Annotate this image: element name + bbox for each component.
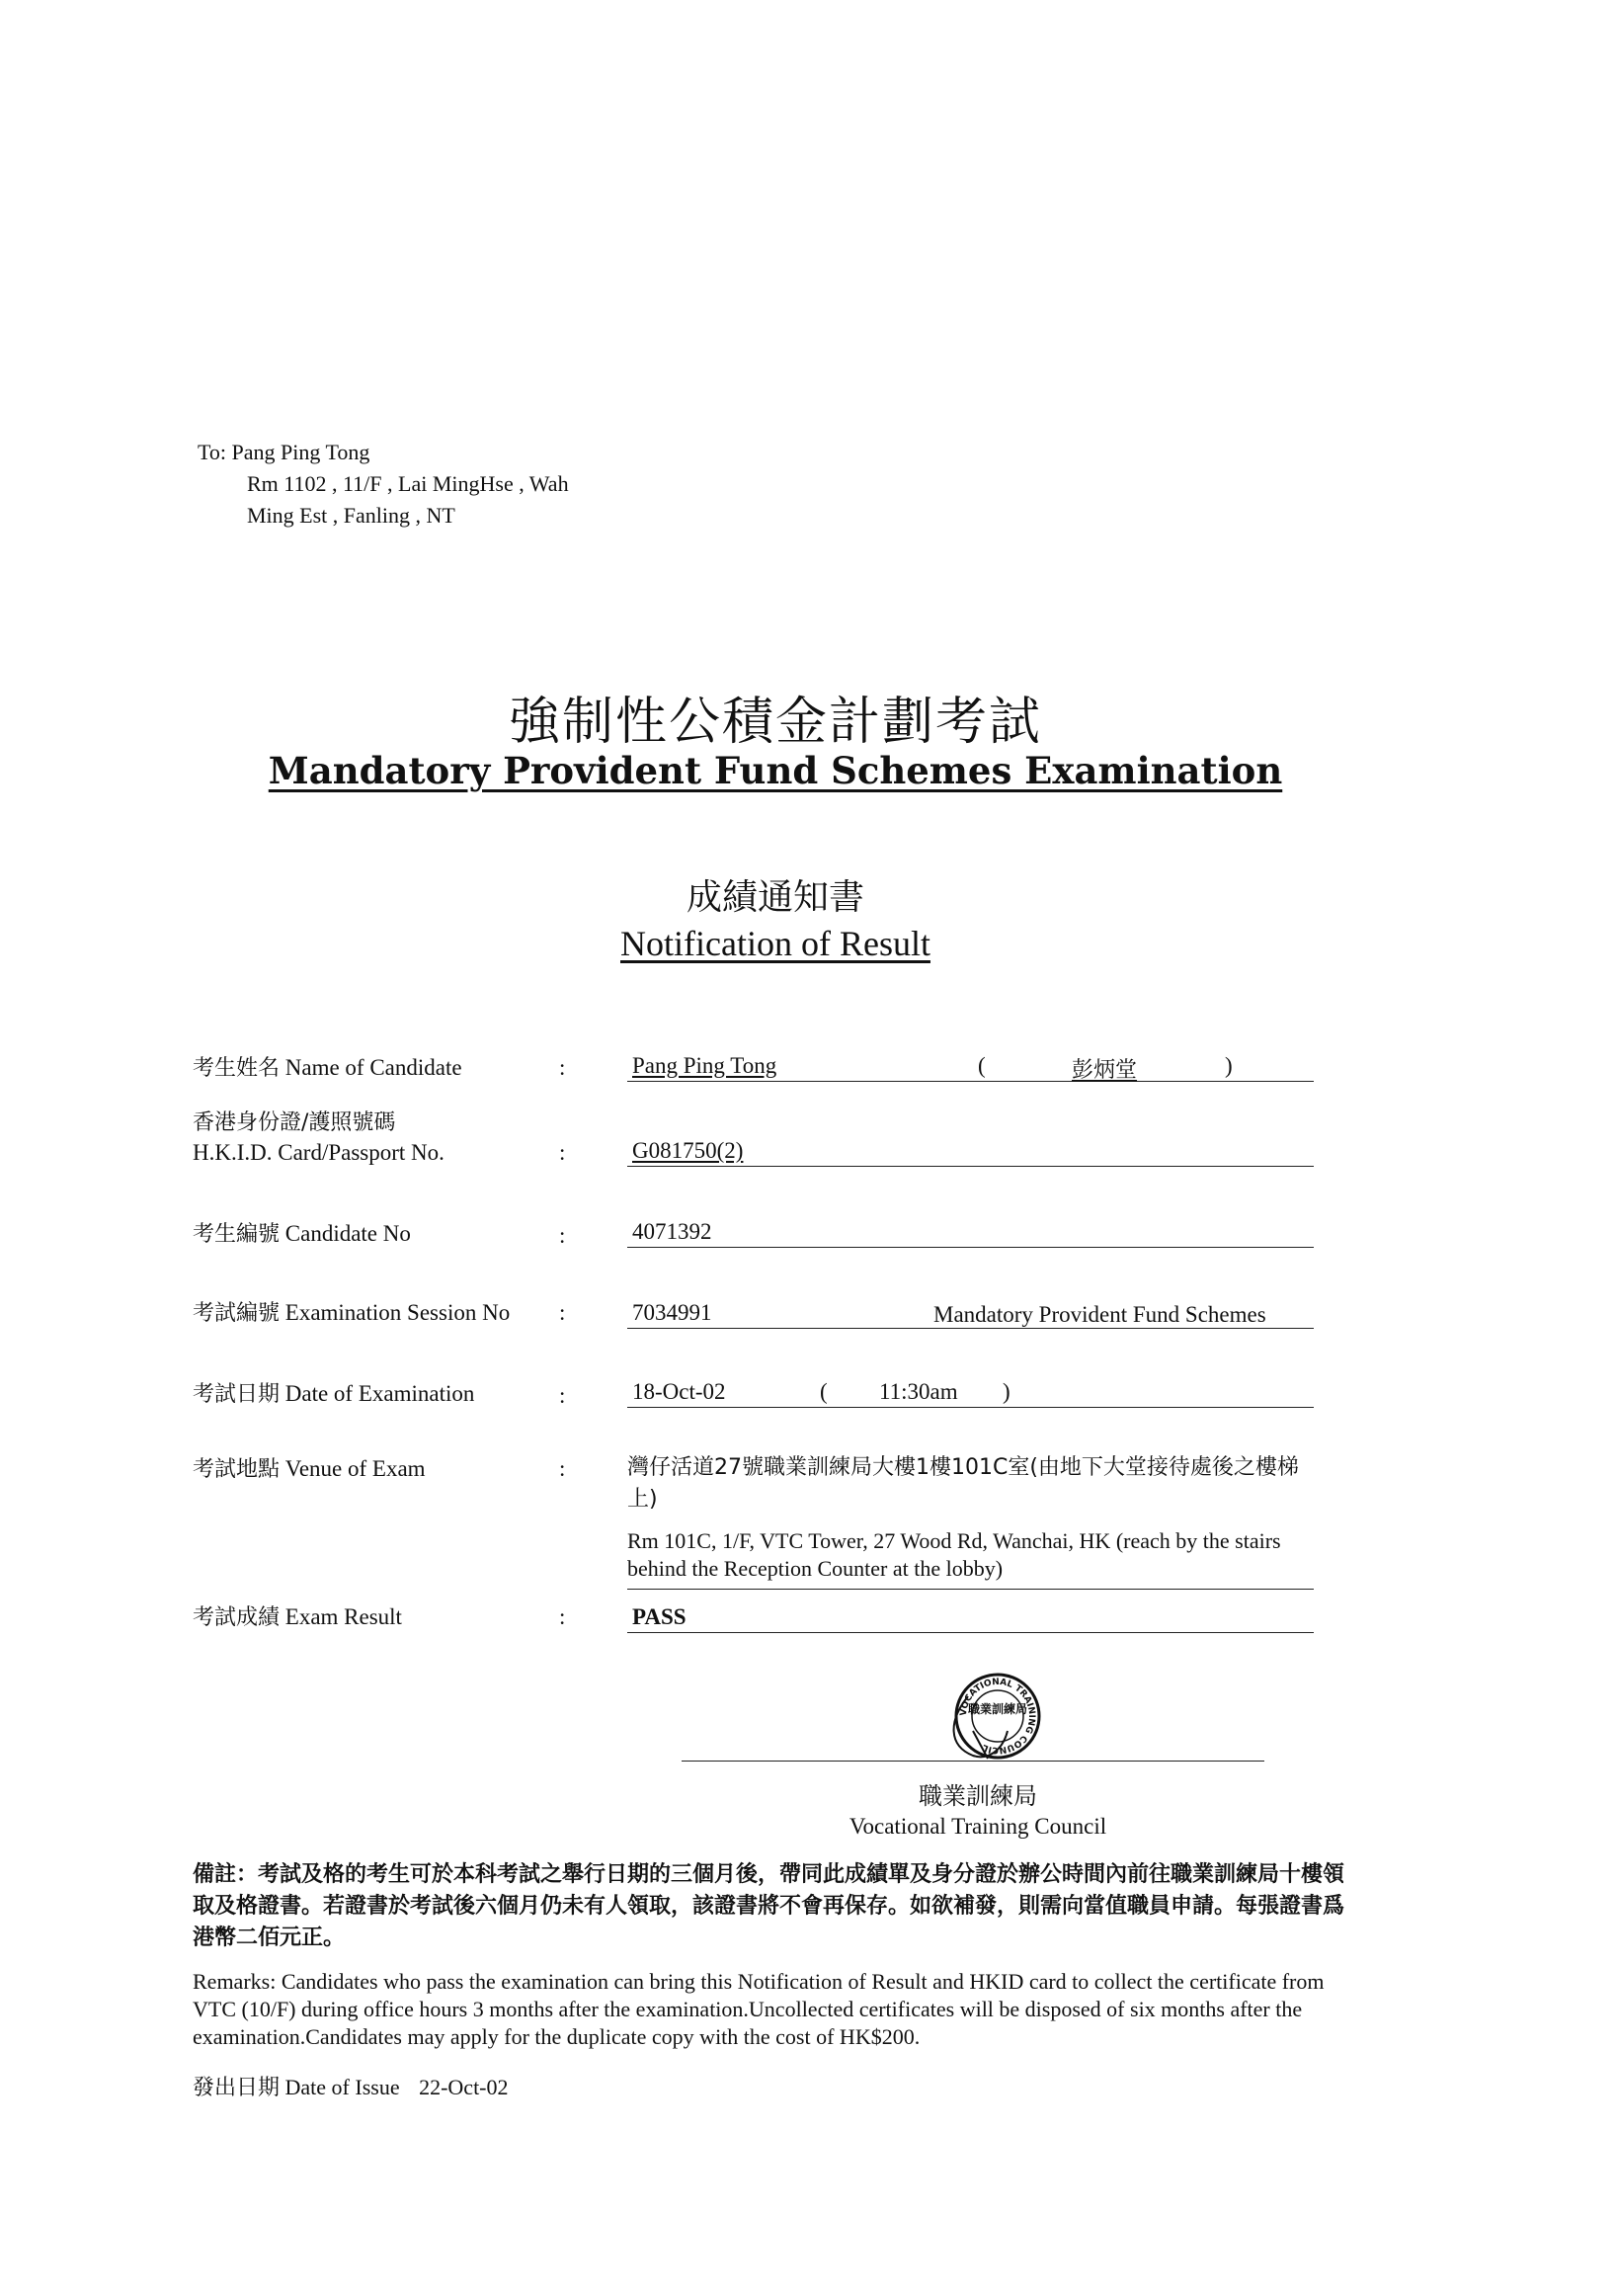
colon: : (559, 1604, 566, 1629)
subtitle-english: Notification of Result (620, 924, 930, 963)
candidate-name-label-en: Name of Candidate (284, 1055, 462, 1080)
result-value: PASS (632, 1604, 687, 1629)
issue-label-zh: 發出日期 (193, 2076, 281, 2100)
candidate-name-chinese: 彭炳堂 (1072, 1058, 1138, 1083)
exam-date-label (193, 1379, 474, 1410)
subtitle-chinese: 成績通知書 (686, 877, 864, 918)
address-line-2: Ming Est , Fanling , NT (247, 503, 455, 528)
colon: : (559, 1055, 566, 1080)
exam-date-value: 18-Oct-02 (632, 1379, 726, 1404)
colon: : (559, 1300, 566, 1325)
candidate-no-label (193, 1219, 411, 1250)
date-of-issue (193, 2071, 509, 2101)
session-no-label (193, 1298, 510, 1329)
vtc-seal-stamp (929, 1662, 1067, 1770)
paren-open: ( (978, 1053, 986, 1078)
title-english: Mandatory Provident Fund Schemes Examination (268, 749, 1283, 792)
candidate-name-label (193, 1053, 462, 1084)
colon: : (559, 1140, 566, 1165)
issuer-name-chinese: 職業訓練局 (919, 1782, 1037, 1810)
to-prefix: To: (198, 440, 227, 464)
venue-value-english: Rm 101C, 1/F, VTC Tower, 27 Wood Rd, Wanchai, HK (reach by the stairs behind the Reception Counter at the lobby) (627, 1528, 1281, 1581)
id-no-value-line (627, 1136, 1314, 1167)
addressee-name: Pang Ping Tong (231, 440, 370, 464)
exam-date-label-zh: 考試日期 (193, 1382, 281, 1407)
address-line-1: Rm 1102 , 11/F , Lai MingHse , Wah (247, 471, 569, 496)
colon: : (559, 1383, 566, 1408)
venue-label-zh: 考試地點 (193, 1457, 281, 1482)
addressee-block (198, 437, 569, 532)
paren-close: ) (1003, 1379, 1010, 1404)
session-no-value-line (627, 1298, 1314, 1329)
paren-close: ) (1225, 1053, 1233, 1078)
candidate-no-value: 4071392 (632, 1219, 712, 1244)
candidate-no-label-en: Candidate No (284, 1221, 411, 1246)
session-no-label-zh: 考試編號 (193, 1301, 281, 1326)
candidate-name-value: Pang Ping Tong (632, 1053, 777, 1078)
colon: : (559, 1223, 566, 1248)
id-no-label (193, 1108, 444, 1168)
result-label-en: Exam Result (284, 1604, 402, 1629)
result-label (193, 1602, 402, 1633)
session-no-label-en: Examination Session No (284, 1300, 511, 1325)
venue-value-chinese: 灣仔活道27號職業訓練局大樓1樓101C室(由地下大堂接待處後之樓梯上) (627, 1455, 1299, 1512)
remarks-chinese: 備註：考試及格的考生可於本科考試之舉行日期的三個月後，帶同此成績單及身分證於辦公時間內前往職業訓練局十樓領取及格證書。若證書於考試後六個月仍未有人領取，該證書將不會再保存。如欲補發，則需向當值職員申請。每張證書爲港幣二佰元正。 (193, 1862, 1345, 1950)
candidate-name-label-zh: 考生姓名 (193, 1056, 281, 1081)
svg-text:VOCATIONAL TRAINING COUNCIL: VOCATIONAL TRAINING COUNCIL (958, 1677, 1037, 1756)
id-no-label-zh: 香港身份證/護照號碼 (193, 1110, 396, 1135)
issuer-name-english: Vocational Training Council (848, 1814, 1107, 1839)
venue-label-en: Venue of Exam (284, 1456, 426, 1481)
paren-open: ( (820, 1379, 828, 1404)
id-no-label-en: H.K.I.D. Card/Passport No. (193, 1140, 444, 1165)
exam-date-label-en: Date of Examination (284, 1381, 475, 1406)
candidate-no-label-zh: 考生編號 (193, 1222, 281, 1247)
issue-label-en: Date of Issue (284, 2075, 400, 2099)
candidate-name-value-line (627, 1051, 1314, 1082)
issue-date-value: 22-Oct-02 (419, 2075, 509, 2099)
result-value-line (627, 1602, 1314, 1633)
svg-text:職業訓練局: 職業訓練局 (967, 1702, 1028, 1716)
colon: : (559, 1456, 566, 1481)
result-label-zh: 考試成績 (193, 1605, 281, 1630)
exam-name: Mandatory Provident Fund Schemes (933, 1302, 1266, 1327)
exam-date-value-line (627, 1377, 1314, 1408)
signature-line (682, 1761, 1264, 1762)
session-no-value: 7034991 (632, 1300, 712, 1325)
remarks-english: Remarks: Candidates who pass the examination can bring this Notification of Result and HKID card to collect the certificate from VTC (10/F) during office hours 3 months after the examination.Uncollected certificates will be disposed of six months after the examination.Candidates may apply for the duplicate copy with the cost of HK$200. (193, 1969, 1325, 2049)
venue-underline (627, 1589, 1314, 1590)
title-chinese: 強制性公積金計劃考試 (508, 693, 1042, 752)
candidate-no-value-line (627, 1217, 1314, 1248)
id-no-value: G081750(2) (632, 1138, 744, 1163)
venue-label (193, 1454, 426, 1485)
exam-time-value: 11:30am (879, 1379, 958, 1404)
